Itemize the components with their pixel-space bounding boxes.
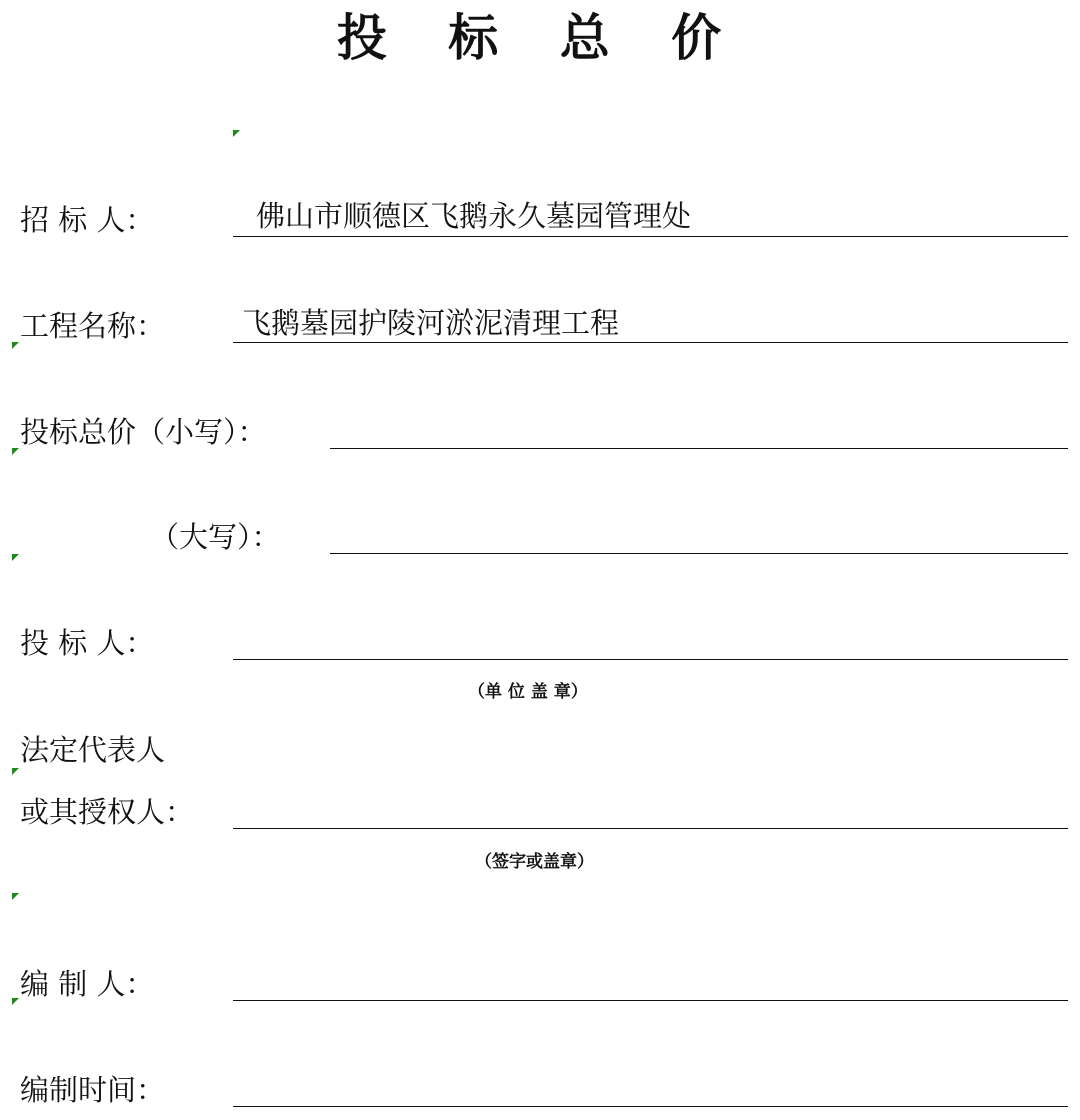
tenderer-value: 佛山市顺德区飞鹅永久墓园管理处 <box>256 199 692 233</box>
field-marker <box>12 893 19 900</box>
legal-rep-underline <box>233 828 1068 829</box>
field-marker <box>12 554 19 561</box>
compiler-underline <box>233 1000 1068 1001</box>
field-marker <box>12 768 19 775</box>
compiler-label: 编 制 人： <box>20 967 155 1001</box>
total-price-lower-label: 投标总价（小写）： <box>20 415 267 449</box>
total-price-lower-underline <box>330 448 1068 449</box>
project-name-value: 飞鹅墓园护陵河淤泥清理工程 <box>242 306 620 340</box>
page-title: 投 标 总 价 <box>336 9 744 67</box>
compile-time-underline <box>233 1106 1068 1107</box>
bidder-underline <box>233 659 1068 660</box>
tenderer-label: 招 标 人： <box>20 203 155 237</box>
total-price-upper-label: （大写）： <box>150 520 281 554</box>
field-marker <box>12 448 19 455</box>
field-marker <box>12 998 19 1005</box>
legal-rep-sign-note: （签字或盖章） <box>475 852 594 872</box>
total-price-upper-underline <box>330 553 1068 554</box>
field-marker <box>12 342 19 349</box>
bidder-seal-note: （单 位 盖 章） <box>468 682 588 702</box>
project-name-underline <box>233 342 1068 343</box>
field-marker <box>233 130 240 137</box>
project-name-label: 工程名称： <box>20 309 166 343</box>
legal-rep-label-line1: 法定代表人 <box>20 733 166 767</box>
compile-time-label: 编制时间： <box>20 1073 166 1107</box>
bidder-label: 投 标 人： <box>20 626 155 660</box>
legal-rep-label-line2: 或其授权人： <box>20 795 195 829</box>
tenderer-underline <box>233 236 1068 237</box>
